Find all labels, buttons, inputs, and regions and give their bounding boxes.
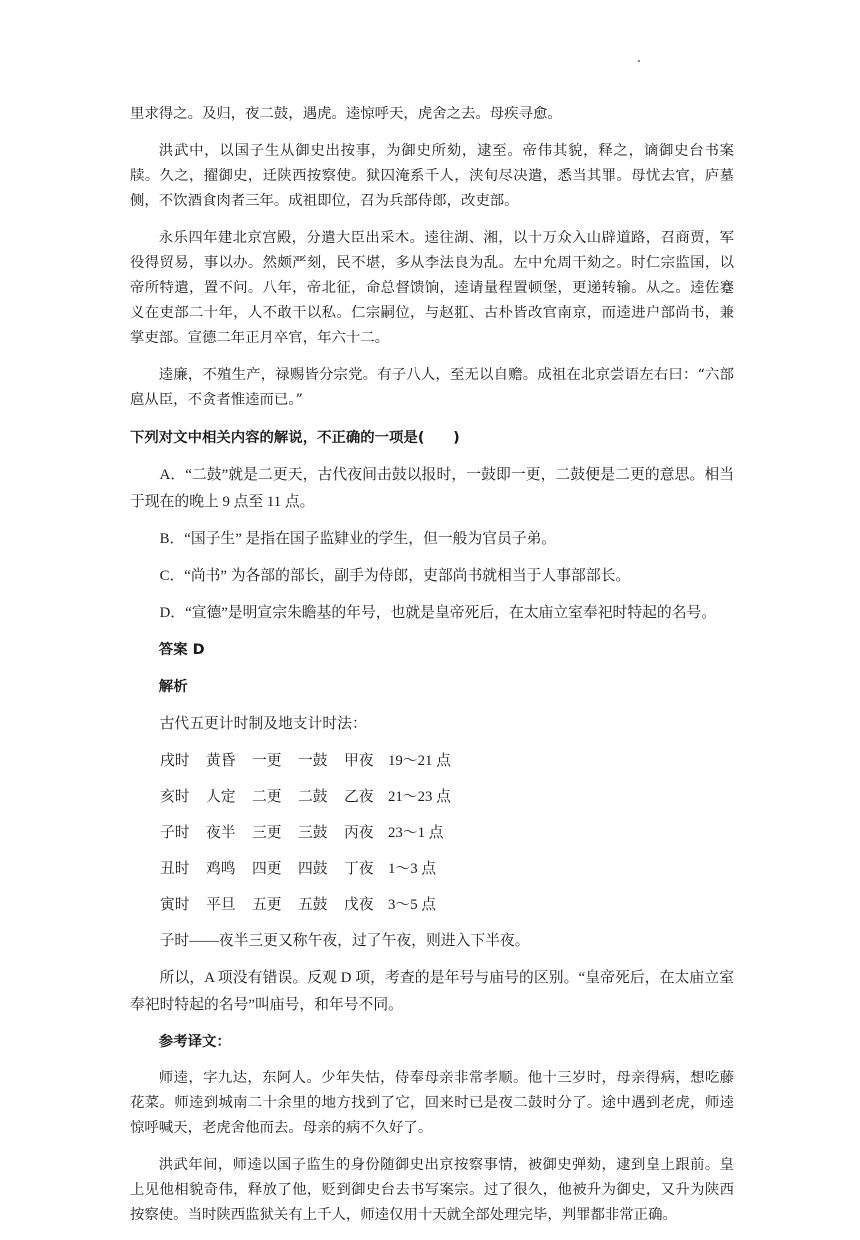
time-cell: 1～3 点 [388, 861, 437, 877]
time-row [160, 784, 734, 810]
document-page [130, 102, 734, 1240]
analysis-conclusion: 所以，A 项没有错误。反观 D 项，考查的是年号与庙号的区别。“皇帝死后，在太庙立室奉祀时特起的名号”叫庙号，和年号不同。 [130, 970, 734, 1013]
passage-paragraph-0: 里求得之。及归，夜二鼓，遇虎。逵惊呼天，虎舍之去。母疾寻愈。 [130, 106, 562, 122]
analysis-title: 解析 [158, 679, 188, 695]
time-cell: 三更 [252, 825, 282, 841]
time-cell: 甲夜 [344, 753, 374, 769]
time-cell: 鸡鸣 [206, 861, 236, 877]
time-table [130, 748, 734, 918]
analysis-note: 子时——夜半三更又称午夜，过了午夜，则进入下半夜。 [159, 933, 530, 949]
passage-paragraph-3: 逵廉，不殖生产，禄赐皆分宗党。有子八人，至无以自赡。成祖在北京尝语左右曰：“六部扈从臣，不贪者惟逵而已。” [130, 367, 734, 408]
time-cell: 五更 [252, 897, 282, 913]
time-cell: 23～1 点 [388, 825, 444, 841]
time-cell: 四鼓 [298, 861, 328, 877]
time-row [160, 748, 734, 774]
question-stem: 下列对文中相关内容的解说，不正确的一项是( ) [130, 430, 460, 446]
time-cell: 戌时 [160, 753, 190, 769]
time-cell: 寅时 [160, 897, 190, 913]
translation-paragraph-1: 师逵，字九达，东阿人。少年失怙，侍奉母亲非常孝顺。他十三岁时，母亲得病，想吃藤花菜。师逵到城南二十余里的地方找到了它，回来时已是夜二鼓时分了。途中遇到老虎，师逵惊呼喊天，老虎舍他而去。母亲的病不久好了。 [130, 1070, 734, 1136]
passage-paragraph-2: 永乐四年建北京宫殿，分遣大臣出采木。逵往湖、湘，以十万众入山辟道路，召商贾，军役得贸易，事以办。然颇严刻，民不堪，多从李法良为乱。左中允周干劾之。时仁宗监国，以帝所特遣，置不问。八年，帝北征，命总督馈饷，逵请量程置顿堡，更递转输。从之。逵佐蹇义在吏部二十年，人不敢干以私。仁宗嗣位，与赵羾、古朴皆改官南京，而逵进户部尚书，兼掌吏部。宣德二年正月卒官，年六十二。 [130, 230, 734, 346]
time-cell: 丑时 [160, 861, 190, 877]
option-c: C．“尚书” 为各部的部长，副手为侍郎，吏部尚书就相当于人事部部长。 [159, 568, 631, 584]
time-cell: 二更 [252, 789, 282, 805]
time-cell: 夜半 [206, 825, 236, 841]
time-cell: 丙夜 [344, 825, 374, 841]
option-d: D．“宣德”是明宣宗朱瞻基的年号，也就是皇帝死后，在太庙立室奉祀时特起的名号。 [159, 605, 717, 621]
time-cell: 戊夜 [344, 897, 374, 913]
page-speck [638, 60, 640, 62]
passage-paragraph-1: 洪武中，以国子生从御史出按事，为御史所劾，逮至。帝伟其貌，释之，谪御史台书案牍。久之，擢御史，迁陕西按察使。狱囚淹系千人，浃旬尽决遣，悉当其罪。母忧去官，庐墓侧，不饮酒食肉者三年。成祖即位，召为兵部侍郎，改吏部。 [130, 143, 734, 209]
time-cell: 三鼓 [298, 825, 328, 841]
time-cell: 人定 [206, 789, 236, 805]
time-row [160, 820, 734, 846]
option-b: B．“国子生” 是指在国子监肄业的学生，但一般为官员子弟。 [159, 531, 557, 547]
time-cell: 四更 [252, 861, 282, 877]
time-cell: 一鼓 [298, 753, 328, 769]
time-cell: 平旦 [206, 897, 236, 913]
translation-title: 参考译文： [158, 1034, 231, 1050]
analysis-intro: 古代五更计时制及地支计时法： [159, 716, 367, 732]
time-cell: 乙夜 [344, 789, 374, 805]
time-cell: 19～21 点 [388, 753, 451, 769]
time-cell: 二鼓 [298, 789, 328, 805]
time-cell: 丁夜 [344, 861, 374, 877]
time-cell: 黄昏 [206, 753, 236, 769]
time-cell: 五鼓 [298, 897, 328, 913]
time-cell: 21～23 点 [388, 789, 451, 805]
time-cell: 3～5 点 [388, 897, 437, 913]
translation-paragraph-2: 洪武年间，师逵以国子监生的身份随御史出京按察事情，被御史弹劾，逮到皇上跟前。皇上见他相貌奇伟，释放了他，贬到御史台去书写案宗。过了很久，他被升为御史，又升为陕西按察使。当时陕西监狱关有上千人，师逵仅用十天就全部处理完毕，判罪都非常正确。 [130, 1157, 734, 1223]
time-cell: 子时 [160, 825, 190, 841]
time-row [160, 856, 734, 882]
time-cell: 亥时 [160, 789, 190, 805]
time-cell: 一更 [252, 753, 282, 769]
option-a: A．“二鼓”就是二更天，古代夜间击鼓以报时，一鼓即一更，二鼓便是二更的意思。相当于现在的晚上 9 点至 11 点。 [130, 467, 734, 510]
time-row [160, 892, 734, 918]
answer-label: 答案 D [158, 642, 205, 658]
